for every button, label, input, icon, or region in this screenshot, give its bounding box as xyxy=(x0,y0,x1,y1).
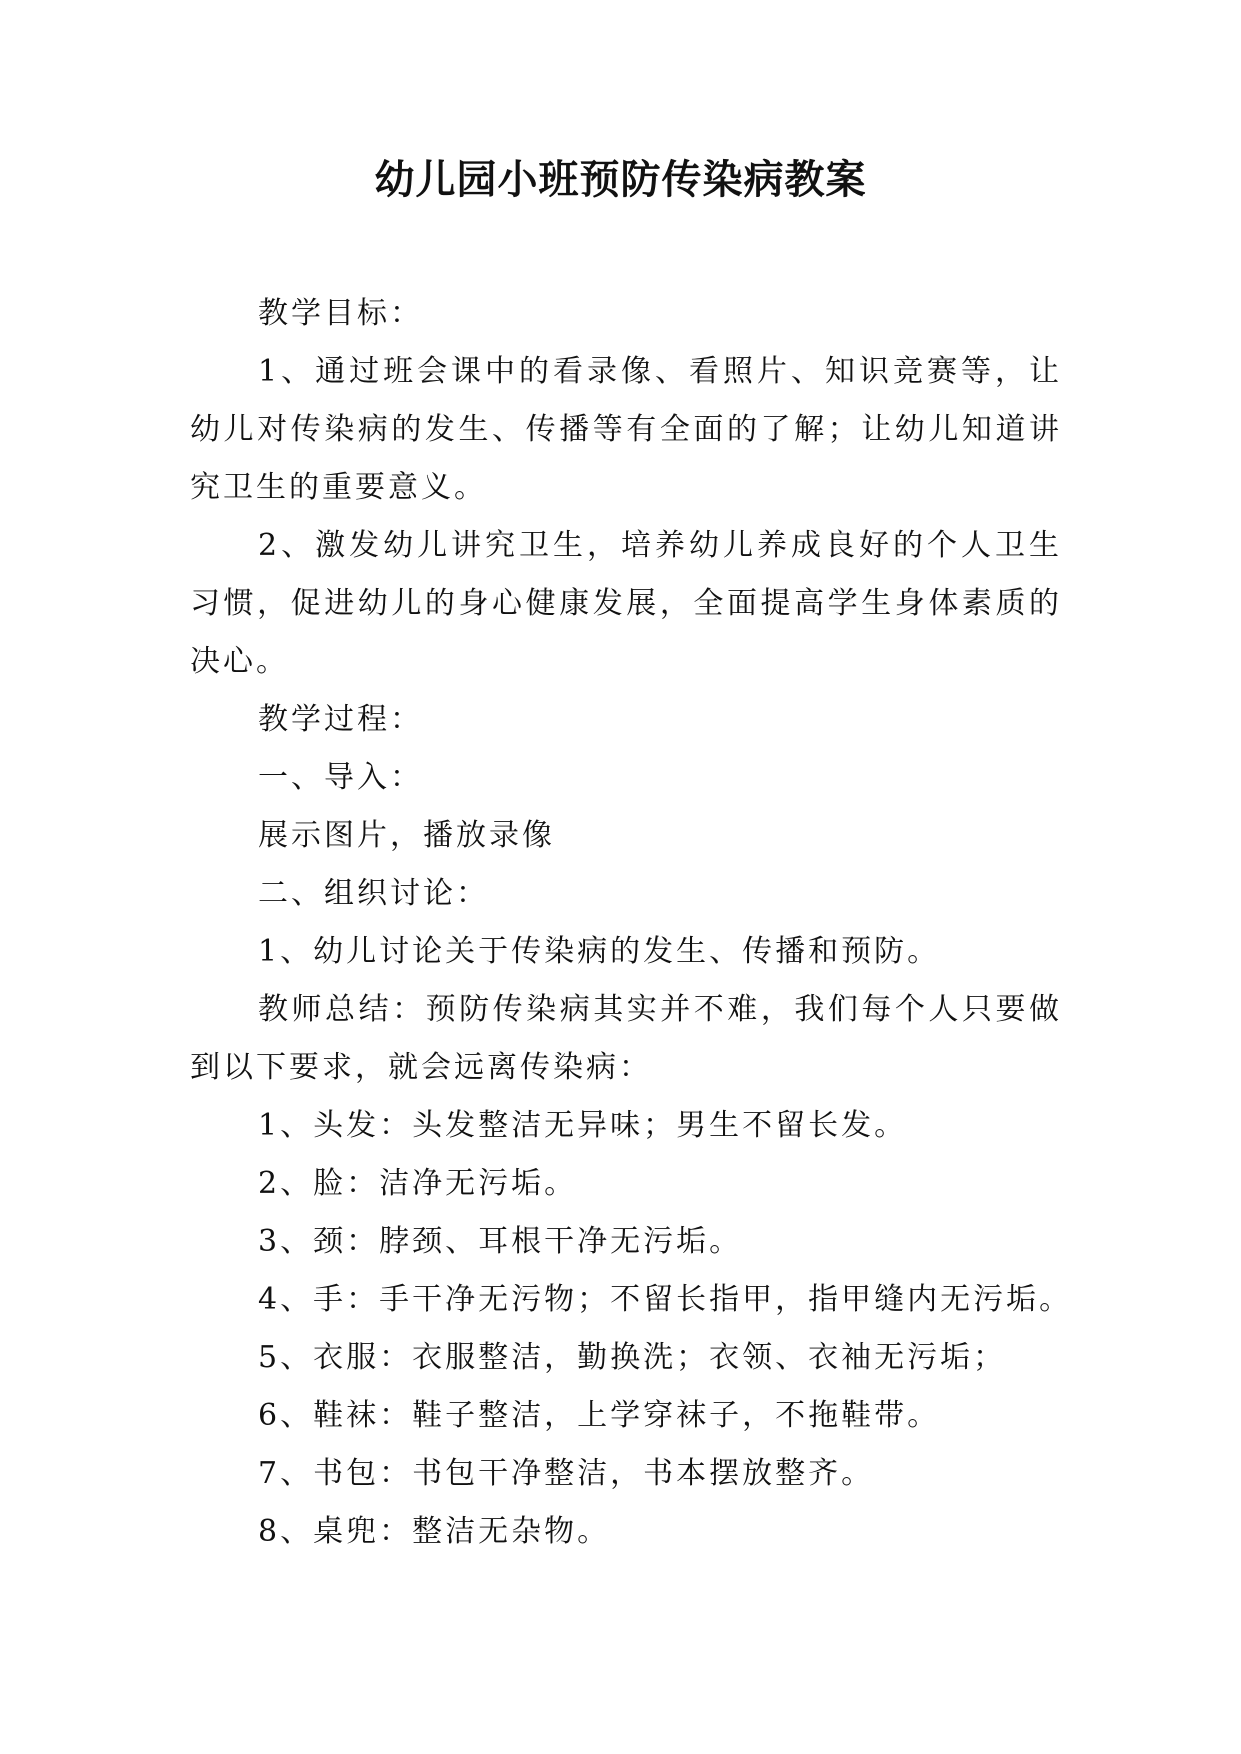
requirement-item: 4、手：手干净无污物；不留长指甲，指甲缝内无污垢。 xyxy=(258,1282,1073,1317)
requirement-item: 6、鞋袜：鞋子整洁，上学穿袜子，不拖鞋带。 xyxy=(258,1398,941,1433)
step-heading-discussion: 二、组织讨论： xyxy=(258,876,489,911)
document-body xyxy=(190,285,1073,1561)
step-heading-intro: 一、导入： xyxy=(258,760,423,795)
goal-paragraph-1: 1、通过班会课中的看录像、看照片、知识竞赛等，让幼儿对传染病的发生、传播等有全面的了解；让幼儿知道讲究卫生的重要意义。 xyxy=(190,354,1062,505)
teacher-summary: 教师总结：预防传染病其实并不难，我们每个人只要做到以下要求，就会远离传染病： xyxy=(190,992,1062,1085)
section-heading-process: 教学过程： xyxy=(258,702,423,737)
requirement-item: 1、头发：头发整洁无异味；男生不留长发。 xyxy=(258,1108,908,1143)
requirement-item: 3、颈：脖颈、耳根干净无污垢。 xyxy=(258,1224,743,1259)
intro-text: 展示图片，播放录像 xyxy=(258,818,555,853)
requirement-item: 8、桌兜：整洁无杂物。 xyxy=(258,1514,611,1549)
requirement-item: 7、书包：书包干净整洁，书本摆放整齐。 xyxy=(258,1456,875,1491)
goal-paragraph-2: 2、激发幼儿讲究卫生，培养幼儿养成良好的个人卫生习惯，促进幼儿的身心健康发展，全面提高学生身体素质的决心。 xyxy=(190,528,1062,679)
discussion-item: 1、幼儿讨论关于传染病的发生、传播和预防。 xyxy=(258,934,941,969)
requirement-item: 5、衣服：衣服整洁，勤换洗；衣领、衣袖无污垢； xyxy=(258,1340,1007,1375)
section-heading-goals: 教学目标： xyxy=(258,296,423,331)
document-title: 幼儿园小班预防传染病教案 xyxy=(374,157,867,203)
requirement-item: 2、脸：洁净无污垢。 xyxy=(258,1166,578,1201)
